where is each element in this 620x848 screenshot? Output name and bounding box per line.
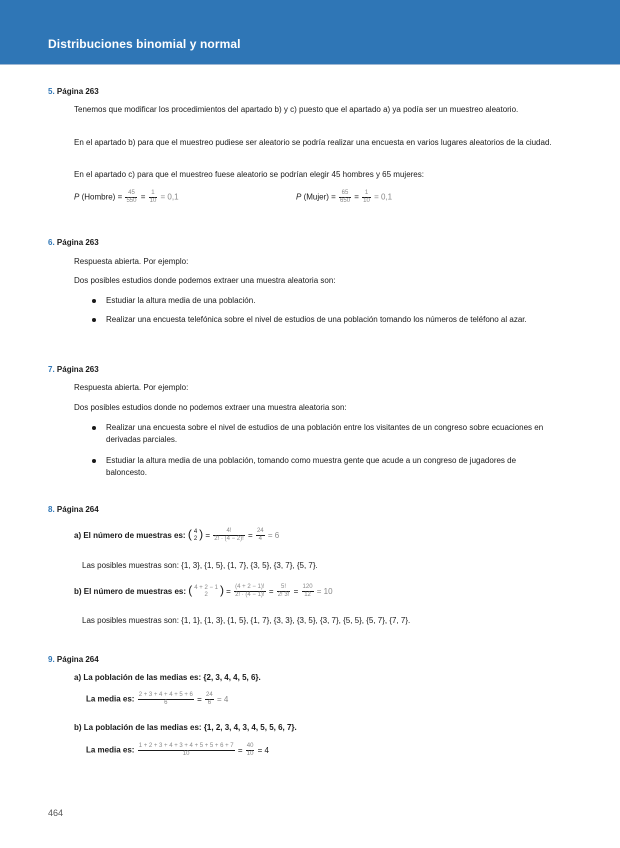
section-number: 5. <box>48 87 55 96</box>
section-6-heading <box>48 238 99 247</box>
s6-paragraph-2: Dos posibles estudios donde podemos extraer una muestra aleatoria son: <box>74 276 336 285</box>
s6-paragraph-1: Respuesta abierta. Por ejemplo: <box>74 257 189 266</box>
section-page-label: Página 263 <box>56 238 99 247</box>
s5-paragraph-3: En el apartado c) para que el muestreo fuese aleatorio se podrían elegir 45 hombres y 65 mujeres: <box>74 170 424 179</box>
s5-formula-hombre: P (Hombre) = $\frac{45}{550}$ = $\frac{1}{10}$ = 0,1 <box>74 190 179 204</box>
section-page-label: Página 264 <box>56 655 99 664</box>
section-5-heading <box>48 87 99 96</box>
page-number: 464 <box>48 808 64 818</box>
chapter-title: Distribuciones binomial y normal <box>48 37 241 51</box>
s7-paragraph-2: Dos posibles estudios donde no podemos extraer una muestra aleatoria son: <box>74 403 347 412</box>
section-page-label: Página 264 <box>56 505 99 514</box>
bullet-dot <box>92 318 96 322</box>
section-number: 8. <box>48 505 55 514</box>
header-divider <box>0 64 620 65</box>
s8-formula-a: a) El número de muestras es: ( 4 2 ) = $\frac{4!}{2! \cdot (4 - 2)!}$ = $\frac{24}{4}$ = 6 <box>74 527 280 543</box>
s5-paragraph-2: En el apartado b) para que el muestreo pudiese ser aleatorio se podría realizar una encuesta en varios lugares aleatorios de la ciudad. <box>74 138 552 147</box>
s9-population-b: b) La población de las medias es: {1, 2, 3, 4, 3, 4, 5, 5, 6, 7}. <box>74 723 297 732</box>
section-page-label: Página 263 <box>56 365 99 374</box>
section-number: 7. <box>48 365 55 374</box>
s9-mean-b: La media es: $\frac{1 + 2 + 3 + 4 + 3 + 4 + 5 + 5 + 6 + 7}{10}$ = $\frac{40}{10}$ = 4 <box>86 743 269 757</box>
bullet-dot <box>92 426 96 430</box>
section-9-heading <box>48 655 99 664</box>
s8-list-a: Las posibles muestras son: {1, 3}, {1, 5}, {1, 7}, {3, 5}, {3, 7}, {5, 7}. <box>82 561 318 570</box>
section-page-label: Página 263 <box>56 87 99 96</box>
s9-mean-a: La media es: $\frac{2 + 3 + 4 + 4 + 5 + 6}{6}$ = $\frac{24}{6}$ = 4 <box>86 692 229 706</box>
section-7-heading <box>48 365 99 374</box>
bullet-dot <box>92 459 96 463</box>
s9-population-a: a) La población de las medias es: {2, 3, 4, 4, 5, 6}. <box>74 673 261 682</box>
s8-formula-b: b) El número de muestras es: ( 4 + 2 − 1 2 ) = $\frac{(4 + 2 - 1)!}{2! \cdot (4 - 1)!}$ = $\frac{5!}{2! 3!}$ = $\frac{120}{12}$ = 10 <box>74 583 333 599</box>
s7-paragraph-1: Respuesta abierta. Por ejemplo: <box>74 383 189 392</box>
s5-formula-mujer: P (Mujer) = $\frac{65}{650}$ = $\frac{1}{10}$ = 0,1 <box>296 190 393 204</box>
section-number: 9. <box>48 655 55 664</box>
s8-list-b: Las posibles muestras son: {1, 1}, {1, 3}, {1, 5}, {1, 7}, {3, 3}, {3, 5}, {3, 7}, {5, 5}, {5, 7}, {7, 7}. <box>82 616 411 625</box>
s5-paragraph-1: Tenemos que modificar los procedimientos del apartado b) y c) puesto que el apartado a) ya podía ser un muestreo aleatorio. <box>74 105 519 114</box>
section-8-heading <box>48 505 99 514</box>
chapter-header <box>0 0 620 64</box>
bullet-dot <box>92 299 96 303</box>
section-number: 6. <box>48 238 55 247</box>
